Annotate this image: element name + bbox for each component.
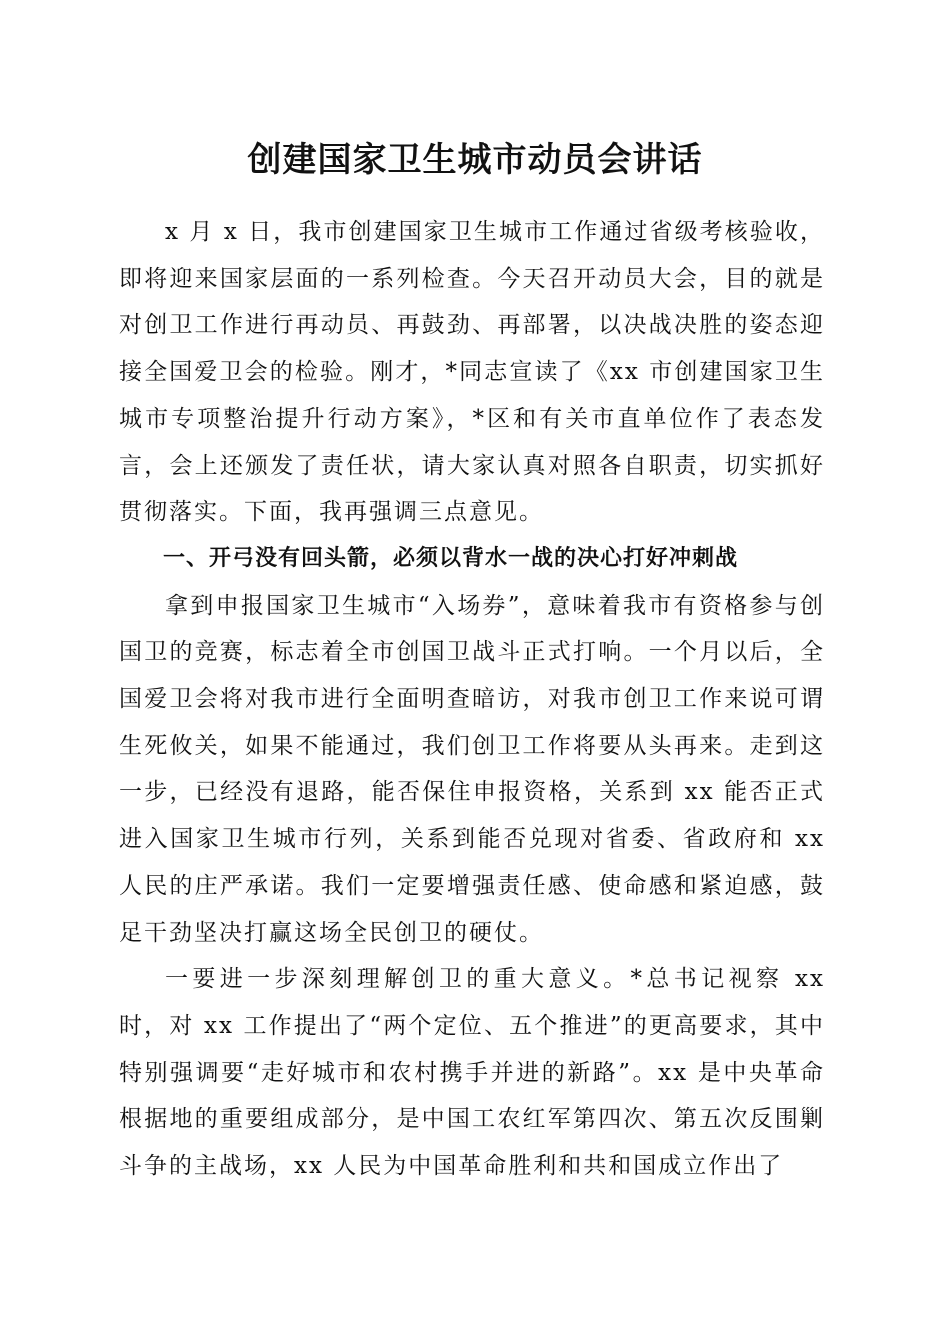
- intro-paragraph: x 月 x 日，我市创建国家卫生城市工作通过省级考核验收，即将迎来国家层面的一系列检查。今天召开动员大会，目的就是对创卫工作进行再动员、再鼓劲、再部署，以决战决胜的姿态迎接全国爱卫会的检验。刚才，*同志宣读了《xx 市创建国家卫生城市专项整治提升行动方案》，*区和有关市直单位作了表态发言，会上还颁发了责任状，请大家认真对照各自职责，切实抓好贯彻落实。下面，我再强调三点意见。: [119, 219, 825, 526]
- document-body: [119, 209, 825, 1190]
- document-title: 创建国家卫生城市动员会讲话: [247, 140, 703, 180]
- section-heading-1: 一、开弓没有回头箭，必须以背水一战的决心打好冲刺战: [163, 545, 739, 571]
- section1-paragraph-1: 拿到申报国家卫生城市“入场券”，意味着我市有资格参与创国卫的竞赛，标志着全市创国卫战斗正式打响。一个月以后，全国爱卫会将对我市进行全面明查暗访，对我市创卫工作来说可谓生死攸关，如果不能通过，我们创卫工作将要从头再来。走到这一步，已经没有退路，能否保住申报资格，关系到 xx 能否正式进入国家卫生城市行列，关系到能否兑现对省委、省政府和 xx 人民的庄严承诺。我们一定要增强责任感、使命感和紧迫感，鼓足干劲坚决打赢这场全民创卫的硬仗。: [119, 592, 825, 946]
- section1-paragraph-2: 一要进一步深刻理解创卫的重大意义。*总书记视察 xx 时，对 xx 工作提出了“两个定位、五个推进”的更高要求，其中特别强调要“走好城市和农村携手并进的新路”。xx 是中央革命根据地的重要组成部分，是中国工农红军第四次、第五次反围剿斗争的主战场，xx 人民为中国革命胜利和共和国成立作出了: [119, 966, 825, 1180]
